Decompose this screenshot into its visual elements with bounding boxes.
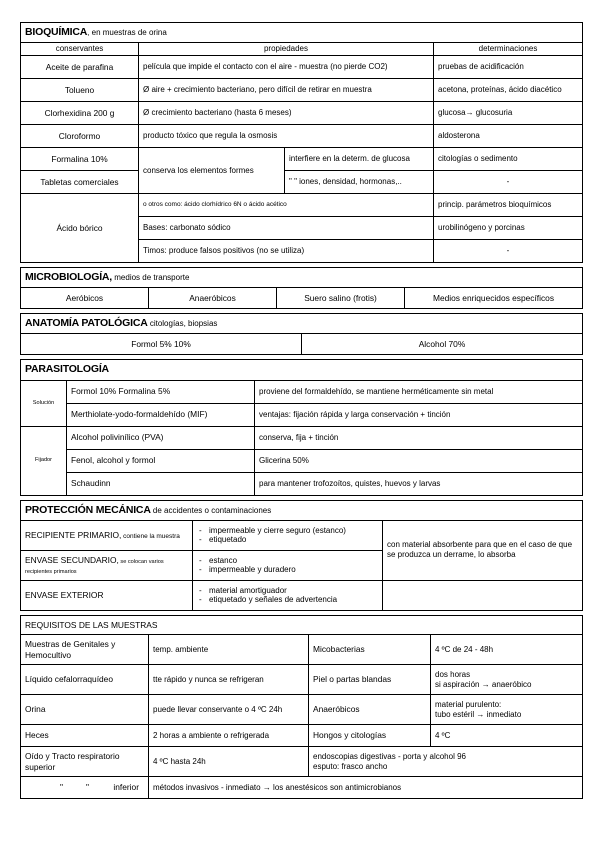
medio-transporte: Suero salino (frotis) (277, 288, 405, 309)
proteccion-title: PROTECCIÓN MECÁNICA (25, 503, 151, 516)
requisito-line: material purulento: (435, 699, 502, 709)
proteccion-section (20, 500, 583, 611)
propiedad-text: película que impide el contacto con el aire - muestra (no pierde CO2) (139, 56, 434, 79)
bioquimica-subtitle: , en muestras de orina (87, 28, 167, 37)
parasito-desc: conserva, fija + tinción (255, 426, 583, 449)
anatomia-subtitle: citologías, biopsias (147, 319, 218, 329)
requisito-line: si aspiración → anaeróbico (435, 679, 532, 689)
muestra-tipo (21, 777, 149, 799)
header-propiedades: propiedades (139, 43, 434, 56)
medio-transporte: Aeróbicos (21, 288, 149, 309)
envase-caracteristicas (193, 580, 383, 610)
determinacion-text: princip. parámetros bioquímicos (434, 194, 583, 217)
header-conservantes: conservantes (21, 43, 139, 56)
propiedad-subtext: interfiere en la determ. de glucosa (285, 148, 434, 171)
propiedad-subtext: " " iones, densidad, hormonas,.. (285, 171, 434, 194)
parasito-conservante: Merthiolate-yodo-formaldehído (MIF) (67, 403, 255, 426)
envase-caracteristicas (193, 520, 383, 550)
parasitologia-section (20, 359, 583, 495)
microbiologia-subtitle: medios de transporte (112, 273, 190, 283)
requisito-line: dos horas (435, 669, 471, 679)
determinacion-text: pruebas de acidificación (434, 56, 583, 79)
page (20, 22, 582, 799)
anatomia-section (20, 313, 583, 355)
muestra-tipo: Líquido cefalorraquídeo (21, 665, 149, 695)
caracteristica-item: - impermeable y cierre seguro (estanco) (197, 526, 378, 536)
determinacion-text: acetona, proteínas, ácido diacético (434, 79, 583, 102)
propiedad-text: o otros como: ácido clorhídrico 6N o ácido acético (139, 194, 434, 217)
parasito-desc: para mantener trofozoítos, quistes, huevos y larvas (255, 472, 583, 495)
ditto-mark: " (86, 782, 89, 793)
envase-name: RECIPIENTE PRIMARIO, (25, 529, 122, 540)
muestra-tipo: Muestras de Genitales y Hemocultivo (21, 635, 149, 665)
header-determinaciones: determinaciones (434, 43, 583, 56)
anatomia-title: ANATOMÍA PATOLÓGICA (25, 317, 148, 330)
muestra-requisito: métodos invasivos - inmediato → los anestésicos son antimicrobianos (149, 777, 583, 799)
requisitos-title: REQUISITOS DE LAS MUESTRAS (21, 615, 583, 635)
muestra-tipo: Micobacterias (309, 635, 431, 665)
muestra-tipo: Orina (21, 695, 149, 725)
parasito-conservante: Schaudinn (67, 472, 255, 495)
envase-secundario (21, 550, 193, 580)
material-absorbente: con material absorbente para que en el caso de que se produzca un derrame, lo absorba (383, 520, 583, 580)
bioquimica-section (20, 22, 583, 263)
muestra-requisito: tte rápido y nunca se refrigeran (149, 665, 309, 695)
caracteristica-item: - etiquetado (197, 535, 378, 545)
ditto-mark: " (60, 782, 63, 793)
caracteristica-item: - etiquetado y señales de advertencia (197, 595, 378, 605)
muestra-tipo: Anaeróbicos (309, 695, 431, 725)
determinacion-text: aldosterona (434, 125, 583, 148)
muestra-tipo: Hongos y citologías (309, 725, 431, 747)
determinacion-text: - (434, 240, 583, 263)
conservante-name: Cloroformo (21, 125, 139, 148)
caracteristica-item: - material amortiguador (197, 586, 378, 596)
envase-name: ENVASE SECUNDARIO, (25, 554, 119, 565)
parasito-conservante: Fenol, alcohol y formol (67, 449, 255, 472)
propiedad-text: producto tóxico que regula la osmosis (139, 125, 434, 148)
propiedad-text: Ø aire + crecimiento bacteriano, pero difícil de retirar en muestra (139, 79, 434, 102)
envase-exterior: ENVASE EXTERIOR (21, 580, 193, 610)
muestra-requisito: 4 ºC de 24 - 48h (431, 635, 583, 665)
requisito-line: esputo: frasco ancho (313, 761, 388, 771)
muestra-requisito: temp. ambiente (149, 635, 309, 665)
microbiologia-header (21, 268, 583, 288)
proteccion-header (21, 500, 583, 520)
parasitologia-title: PARASITOLOGÍA (25, 363, 109, 376)
fijador-label: Fijador (21, 426, 67, 495)
propiedad-text: Bases: carbonato sódico (139, 217, 434, 240)
medio-transporte: Anaeróbicos (149, 288, 277, 309)
propiedad-text: Timos: produce falsos positivos (no se utiliza) (139, 240, 434, 263)
muestra-tipo-inferior: inferior (113, 782, 139, 793)
propiedad-text: conserva los elementos formes (139, 148, 285, 194)
bioquimica-header (21, 23, 583, 43)
muestra-requisito (309, 747, 583, 777)
requisitos-section (20, 615, 583, 800)
parasito-conservante: Alcohol polivinílico (PVA) (67, 426, 255, 449)
medio-transporte: Medios enriquecidos específicos (405, 288, 583, 309)
requisito-line: endoscopias digestivas - porta y alcohol 96 (313, 751, 466, 761)
empty-cell (383, 580, 583, 610)
envase-caracteristicas (193, 550, 383, 580)
conservante-name: Formalina 10% (21, 148, 139, 171)
bioquimica-title: BIOQUÍMICA (25, 26, 88, 38)
envase-note: contiene la muestra (121, 532, 180, 540)
fijador-item: Formol 5% 10% (21, 334, 302, 355)
parasito-desc: Glicerina 50% (255, 449, 583, 472)
determinacion-text: - (434, 171, 583, 194)
solucion-label: Solución (21, 380, 67, 426)
parasito-conservante: Formol 10% Formalina 5% (67, 380, 255, 403)
muestra-requisito: puede llevar conservante o 4 ºC 24h (149, 695, 309, 725)
caracteristica-item: - estanco (197, 556, 378, 566)
determinacion-text: citologías o sedimento (434, 148, 583, 171)
muestra-requisito: 2 horas a ambiente o refrigerada (149, 725, 309, 747)
propiedad-text: Ø crecimiento bacteriano (hasta 6 meses) (139, 102, 434, 125)
muestra-requisito: 4 ºC hasta 24h (149, 747, 309, 777)
parasito-desc: ventajas: fijación rápida y larga conservación + tinción (255, 403, 583, 426)
parasitologia-header (21, 360, 583, 380)
conservante-name: Tabletas comerciales (21, 171, 139, 194)
proteccion-subtitle: de accidentes o contaminaciones (150, 505, 272, 515)
microbiologia-section (20, 267, 583, 309)
determinacion-text: urobilinógeno y porcinas (434, 217, 583, 240)
envase-note: se colocan varios recipientes primarios (25, 558, 164, 575)
conservante-name: Tolueno (21, 79, 139, 102)
caracteristica-item: - impermeable y duradero (197, 565, 378, 575)
conservante-name: Clorhexidina 200 g (21, 102, 139, 125)
anatomia-header (21, 314, 583, 334)
muestra-requisito: 4 ºC (431, 725, 583, 747)
parasito-desc: proviene del formaldehído, se mantiene herméticamente sin metal (255, 380, 583, 403)
muestra-tipo: Heces (21, 725, 149, 747)
envase-primario (21, 520, 193, 550)
requisito-line: tubo estéril → inmediato (435, 709, 522, 719)
microbiologia-title: MICROBIOLOGÍA, (25, 271, 113, 284)
muestra-requisito (431, 665, 583, 695)
muestra-tipo: Piel o partas blandas (309, 665, 431, 695)
determinacion-text: glucosa→ glucosuria (434, 102, 583, 125)
conservante-name: Aceite de parafina (21, 56, 139, 79)
muestra-requisito (431, 695, 583, 725)
conservante-name: Ácido bórico (21, 194, 139, 263)
muestra-tipo: Oído y Tracto respiratorio superior (21, 747, 149, 777)
fijador-item: Alcohol 70% (302, 334, 583, 355)
